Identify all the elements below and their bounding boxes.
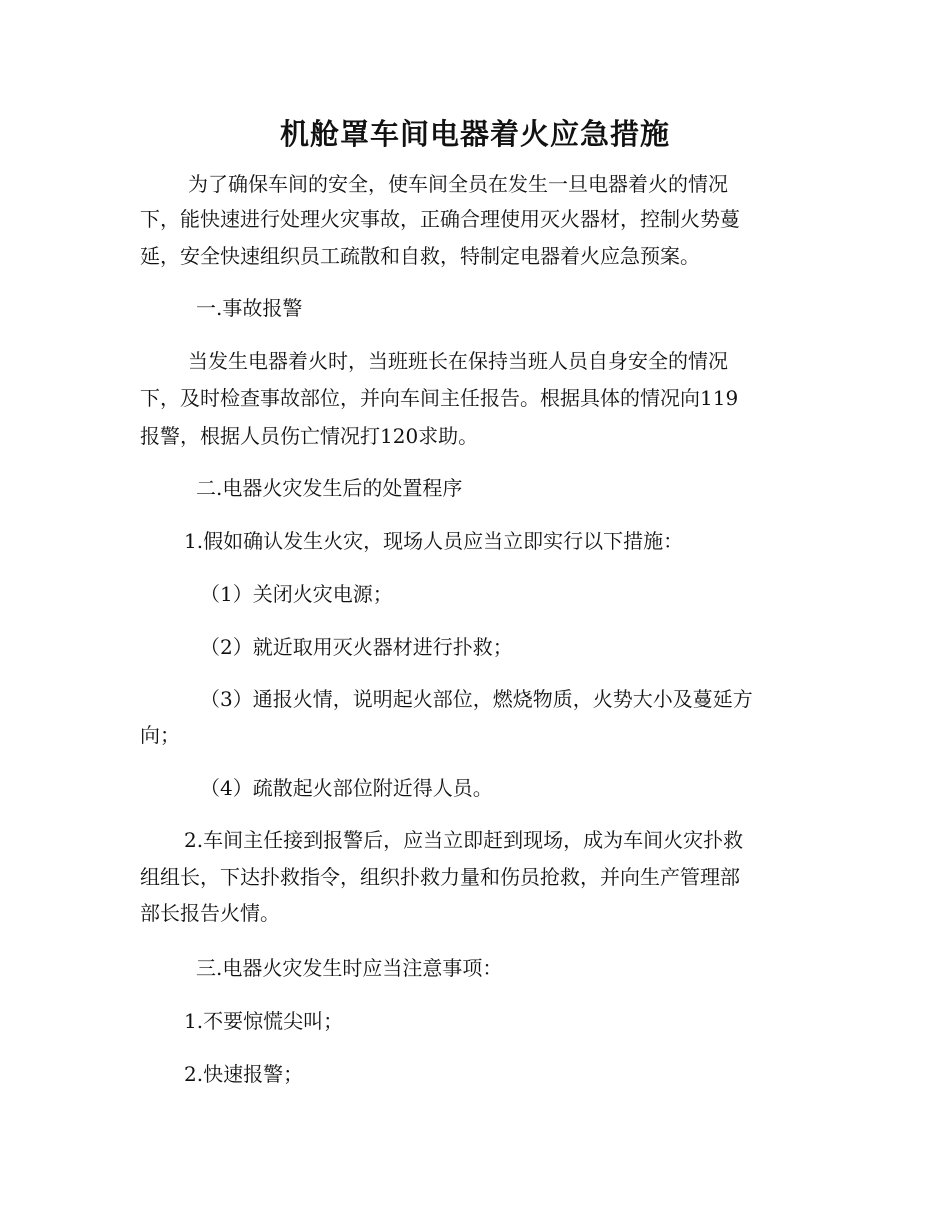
section-1-line-1: 当发生电器着火时，当班班长在保持当班人员自身安全的情况 [188, 349, 728, 373]
section-3-item-2: 2.快速报警； [184, 1062, 304, 1086]
section-1-heading: 一.事故报警 [196, 296, 303, 320]
intro-line-3: 延，安全快速组织员工疏散和自救，特制定电器着火应急预案。 [140, 244, 700, 268]
section-3-item-1: 1.不要惊慌尖叫； [184, 1009, 344, 1033]
section-1-line-2: 下，及时检查事故部位，并向车间主任报告。根据具体的情况向119 [140, 386, 739, 410]
measure-3: （3）通报火情，说明起火部位，燃烧物质，火势大小及蔓延方 [200, 687, 753, 711]
section-2-item-2-line-2: 组组长，下达扑救指令，组织扑救力量和伤员抢救，并向生产管理部 [140, 865, 740, 889]
section-2-heading: 二.电器火灾发生后的处置程序 [196, 476, 463, 500]
measure-1: （1）关闭火灾电源； [200, 582, 393, 606]
document-title: 机舱罩车间电器着火应急措施 [279, 117, 670, 151]
measure-4: （4）疏散起火部位附近得人员。 [200, 776, 493, 800]
section-3-heading: 三.电器火灾发生时应当注意事项： [196, 956, 503, 980]
intro-line-2: 下，能快速进行处理火灾事故，正确合理使用灭火器材，控制火势蔓 [140, 207, 740, 231]
measure-2: （2）就近取用灭火器材进行扑救； [200, 635, 513, 659]
section-2-item-2-line-3: 部长报告火情。 [140, 901, 280, 925]
section-2-item-1: 1.假如确认发生火灾，现场人员应当立即实行以下措施： [184, 529, 684, 553]
section-1-line-3: 报警，根据人员伤亡情况打120求助。 [140, 424, 479, 448]
section-2-item-2-line-1: 2.车间主任接到报警后，应当立即赶到现场，成为车间火灾扑救 [184, 828, 744, 852]
intro-line-1: 为了确保车间的安全，使车间全员在发生一旦电器着火的情况 [188, 172, 728, 196]
measure-3-continued: 向； [140, 723, 180, 747]
